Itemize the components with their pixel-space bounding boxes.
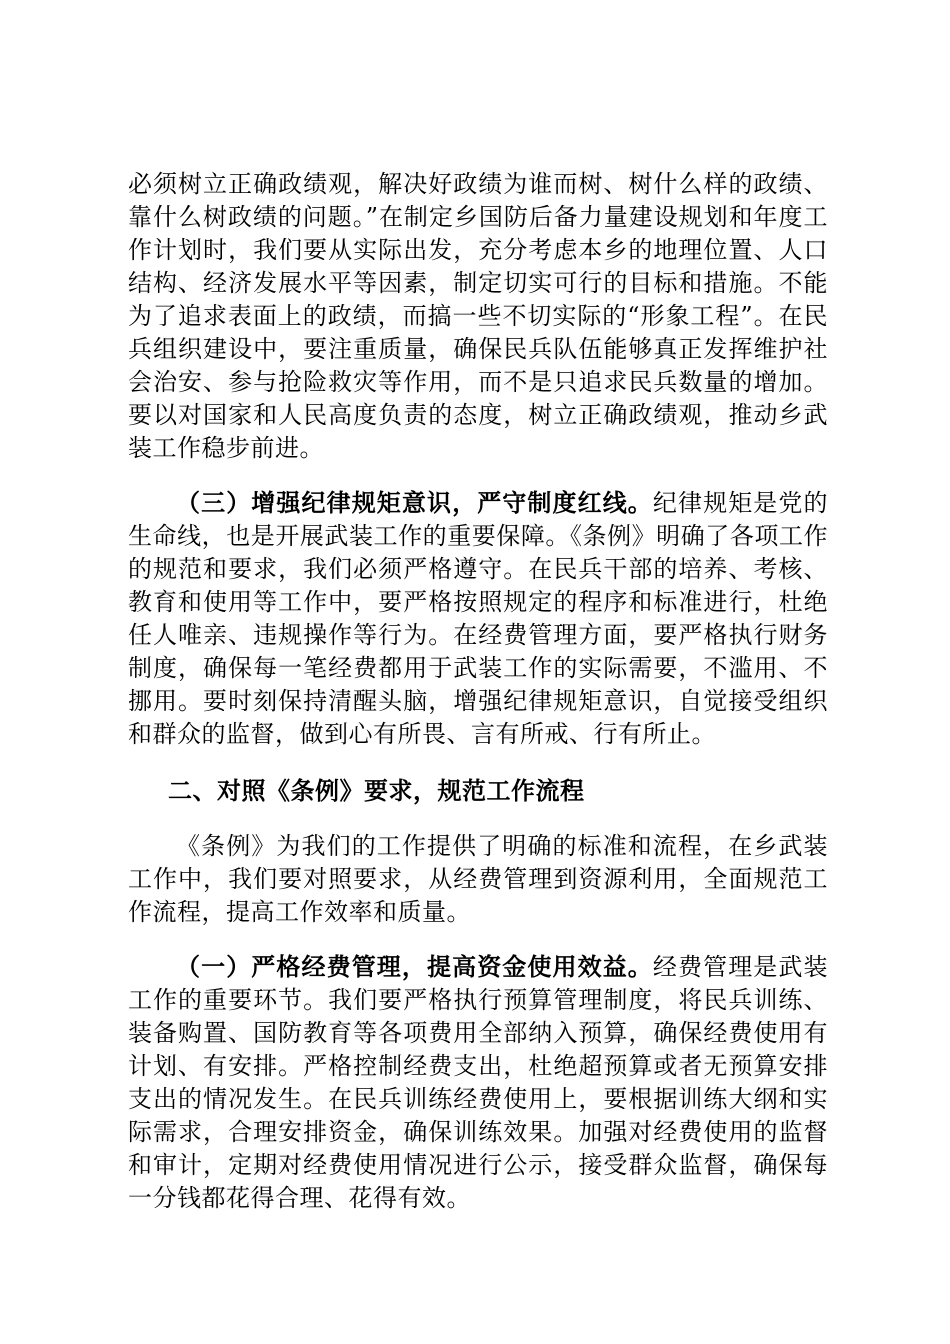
paragraph-discipline — [128, 486, 828, 751]
subheading-discipline: （三）增强纪律规矩意识，严守制度红线。 — [176, 488, 653, 517]
paragraph-funding — [128, 950, 828, 1215]
paragraph-funding-body: 经费管理是武装工作的重要环节。我们要严格执行预算管理制度，将民兵训练、装备购置、国防教育等各项费用全部纳入预算，确保经费使用有计划、有安排。严格控制经费支出，杜绝超预算或者无预算安排支出的情况发生。在民兵训练经费使用上，要根据训练大纲和实际需求，合理安排资金，确保训练效果。加强对经费使用的监督和审计，定期对经费使用情况进行公示，接受群众监督，确保每一分钱都花得合理、花得有效。 — [128, 953, 829, 1212]
paragraph-discipline-body: 纪律规矩是党的生命线，也是开展武装工作的重要保障。《条例》明确了各项工作的规范和要求，我们必须严格遵守。在民兵干部的培养、考核、教育和使用等工作中，要严格按照规定的程序和标准进行，杜绝任人唯亲、违规操作等行为。在经费管理方面，要严格执行财务制度，确保每一笔经费都用于武装工作的实际需要，不滥用、不挪用。要时刻保持清醒头脑，增强纪律规矩意识，自觉接受组织和群众的监督，做到心有所畏、言有所戒、行有所止。 — [128, 489, 829, 748]
paragraph-continuation: 必须树立正确政绩观，解决好政绩为谁而树、树什么样的政绩、靠什么树政绩的问题。”在制定乡国防后备力量建设规划和年度工作计划时，我们要从实际出发，充分考虑本乡的地理位置、人口结构、经济发展水平等因素，制定切实可行的目标和措施。不能为了追求表面上的政绩，而搞一些不切实际的“形象工程”。在民兵组织建设中，要注重质量，确保民兵队伍能够真正发挥维护社会治安、参与抢险救灾等作用，而不是只追求民兵数量的增加。要以对国家和人民高度负责的态度，树立正确政绩观，推动乡武装工作稳步前进。 — [128, 170, 828, 462]
document-page — [128, 168, 828, 1215]
subheading-funding: （一）严格经费管理，提高资金使用效益。 — [176, 952, 653, 981]
section-heading-two: 二、对照《条例》要求，规范工作流程 — [168, 776, 585, 805]
paragraph-section-intro: 《条例》为我们的工作提供了明确的标准和流程，在乡武装工作中，我们要对照要求，从经费管理到资源利用，全面规范工作流程，提高工作效率和质量。 — [128, 832, 828, 926]
